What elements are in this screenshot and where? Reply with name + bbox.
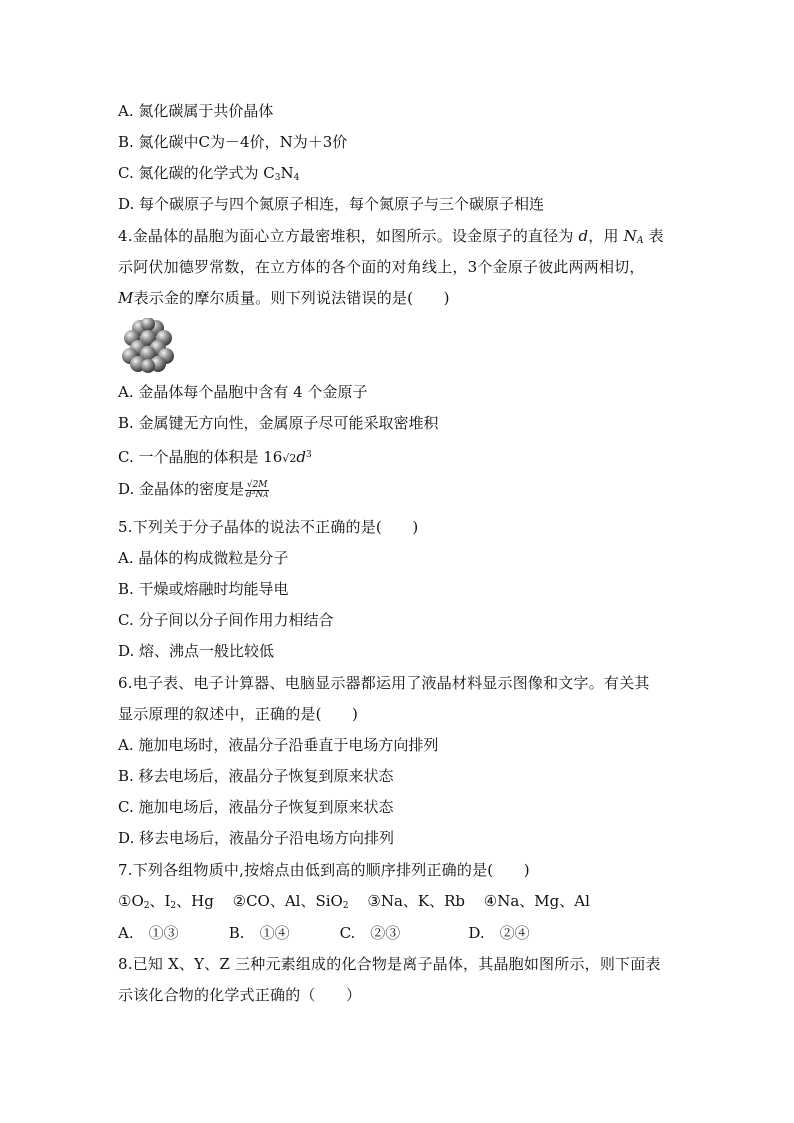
q7-group-1-a: ①O bbox=[118, 892, 144, 910]
q8-stem-text-2: 示该化合物的化学式正确的（ ） bbox=[118, 986, 362, 1004]
q7-option-c[interactable]: C. ②③ bbox=[339, 924, 401, 942]
q4-stem-text-3: 表 bbox=[643, 227, 664, 245]
q6-option-d[interactable] bbox=[118, 827, 688, 849]
q4-option-a[interactable] bbox=[118, 381, 688, 403]
q6-option-a-text: A. 施加电场时，液晶分子沿垂直于电场方向排列 bbox=[118, 736, 439, 754]
q4-stem-text-1: 4.金晶体的晶胞为面心立方最密堆积，如图所示。设金原子的直径为 bbox=[118, 227, 579, 245]
q5-stem bbox=[118, 516, 688, 538]
q4-var-d: d bbox=[578, 227, 589, 245]
q3-option-b[interactable] bbox=[118, 131, 688, 153]
q4-option-a-text: A. 金晶体每个晶胞中含有 4 个金原子 bbox=[118, 383, 368, 401]
q4-option-c-exponent: 3 bbox=[305, 450, 312, 460]
q5-stem-text: 5.下列关于分子晶体的说法不正确的是( ) bbox=[118, 518, 419, 536]
q4-var-m: M bbox=[118, 289, 134, 307]
q8-stem-line-1 bbox=[118, 953, 688, 975]
q5-option-b-text: B. 干燥或熔融时均能导电 bbox=[118, 580, 289, 598]
q3-option-c-subscript-1: 3 bbox=[274, 173, 281, 183]
q7-group-4: ④Na、Mg、Al bbox=[483, 892, 590, 910]
q4-option-d-denominator-sub: A bbox=[263, 490, 269, 499]
q7-group-1 bbox=[118, 890, 214, 917]
q6-stem-text-1: 6.电子表、电子计算器、电脑显示器都运用了液晶材料显示图像和文字。有关其 bbox=[118, 674, 650, 692]
q6-stem-text-2: 显示原理的叙述中，正确的是( ) bbox=[118, 705, 359, 723]
q8-stem-line-2 bbox=[118, 984, 688, 1006]
q7-group-3: ③Na、K、Rb bbox=[367, 892, 465, 910]
q4-option-b-text: B. 金属键无方向性，金属原子尽可能采取密堆积 bbox=[118, 414, 439, 432]
q8-stem-text-1: 8.已知 X、Y、Z 三种元素组成的化合物是离子晶体，其晶胞如图所示，则下面表 bbox=[118, 955, 661, 973]
q6-stem-line-2 bbox=[118, 703, 688, 725]
q6-option-b[interactable] bbox=[118, 765, 688, 787]
q3-option-c-element: N bbox=[280, 164, 294, 182]
q4-option-d-denominator bbox=[245, 491, 269, 500]
q6-option-c-text: C. 施加电场后，液晶分子恢复到原来状态 bbox=[118, 798, 394, 816]
q7-group-2-sub: 2 bbox=[342, 901, 349, 911]
q7-group-1-c: 、Hg bbox=[176, 892, 214, 910]
q7-stem bbox=[118, 859, 688, 881]
q4-stem-line-1 bbox=[118, 225, 688, 247]
q5-option-a-text: A. 晶体的构成微粒是分子 bbox=[118, 549, 289, 567]
q4-option-b[interactable] bbox=[118, 412, 688, 434]
q7-options bbox=[118, 922, 688, 944]
q6-stem-line-1 bbox=[118, 672, 688, 694]
q5-option-a[interactable] bbox=[118, 547, 688, 569]
q4-stem-text-5: 表示金的摩尔质量。则下列说法错误的是( ) bbox=[133, 289, 450, 307]
q5-option-d-text: D. 熔、沸点一般比较低 bbox=[118, 642, 275, 660]
q7-stem-text: 7.下列各组物质中,按熔点由低到高的顺序排列正确的是( ) bbox=[118, 861, 530, 879]
q5-option-c[interactable] bbox=[118, 609, 688, 631]
gold-crystal-cell-image bbox=[118, 318, 178, 374]
q5-option-b[interactable] bbox=[118, 578, 688, 600]
q3-option-b-text: B. 氮化碳中C为－4价，N为＋3价 bbox=[118, 133, 348, 151]
q7-group-1-b: 、I bbox=[149, 892, 171, 910]
q4-option-c-var: d bbox=[296, 448, 306, 466]
q4-option-c-root: √2 bbox=[282, 452, 297, 465]
q6-option-a[interactable] bbox=[118, 734, 688, 756]
q5-option-c-text: C. 分子间以分子间作用力相结合 bbox=[118, 611, 334, 629]
q3-option-c-text: C. 氮化碳的化学式为 C bbox=[118, 164, 275, 182]
q4-var-na: N bbox=[623, 227, 637, 245]
q3-option-d[interactable] bbox=[118, 193, 688, 215]
q4-option-d[interactable] bbox=[118, 478, 688, 500]
q4-option-c[interactable] bbox=[118, 444, 688, 466]
q3-option-c-subscript-2: 4 bbox=[293, 173, 300, 183]
q5-option-d[interactable] bbox=[118, 640, 688, 662]
q4-option-d-text: D. 金晶体的密度是 bbox=[118, 480, 245, 498]
q3-option-a[interactable] bbox=[118, 100, 688, 122]
q4-stem-line-3 bbox=[118, 287, 688, 309]
q6-option-b-text: B. 移去电场后，液晶分子恢复到原来状态 bbox=[118, 767, 394, 785]
q7-group-1-sub-1: 2 bbox=[143, 901, 150, 911]
q4-stem-text-4: 示阿伏加德罗常数，在立方体的各个面的对角线上，3个金原子彼此两两相切， bbox=[118, 258, 645, 276]
q7-group-2-a: ②CO、Al、SiO bbox=[232, 892, 343, 910]
q4-option-c-text: C. 一个晶胞的体积是 16 bbox=[118, 448, 283, 466]
q7-option-d[interactable]: D. ②④ bbox=[468, 924, 530, 942]
q4-option-d-denominator-main: d³N bbox=[246, 489, 264, 500]
q3-option-d-text: D. 每个碳原子与四个氮原子相连，每个氮原子与三个碳原子相连 bbox=[118, 195, 545, 213]
q7-option-b[interactable]: B. ①④ bbox=[228, 924, 290, 942]
q7-group-1-sub-2: 2 bbox=[170, 901, 177, 911]
q7-option-a[interactable]: A. ①③ bbox=[118, 924, 179, 942]
q4-stem-text-2: ，用 bbox=[588, 227, 624, 245]
q3-option-c[interactable] bbox=[118, 162, 688, 184]
q4-option-d-fraction bbox=[245, 481, 269, 500]
q4-stem-line-2 bbox=[118, 256, 688, 278]
q4-option-d-numerator: √2M bbox=[246, 479, 268, 490]
q6-option-c[interactable] bbox=[118, 796, 688, 818]
q6-option-d-text: D. 移去电场后，液晶分子沿电场方向排列 bbox=[118, 829, 395, 847]
q4-var-na-sub: A bbox=[637, 236, 644, 246]
q7-group-2 bbox=[233, 890, 349, 917]
q7-groups bbox=[118, 890, 688, 912]
q3-option-a-text: A. 氮化碳属于共价晶体 bbox=[118, 102, 274, 120]
